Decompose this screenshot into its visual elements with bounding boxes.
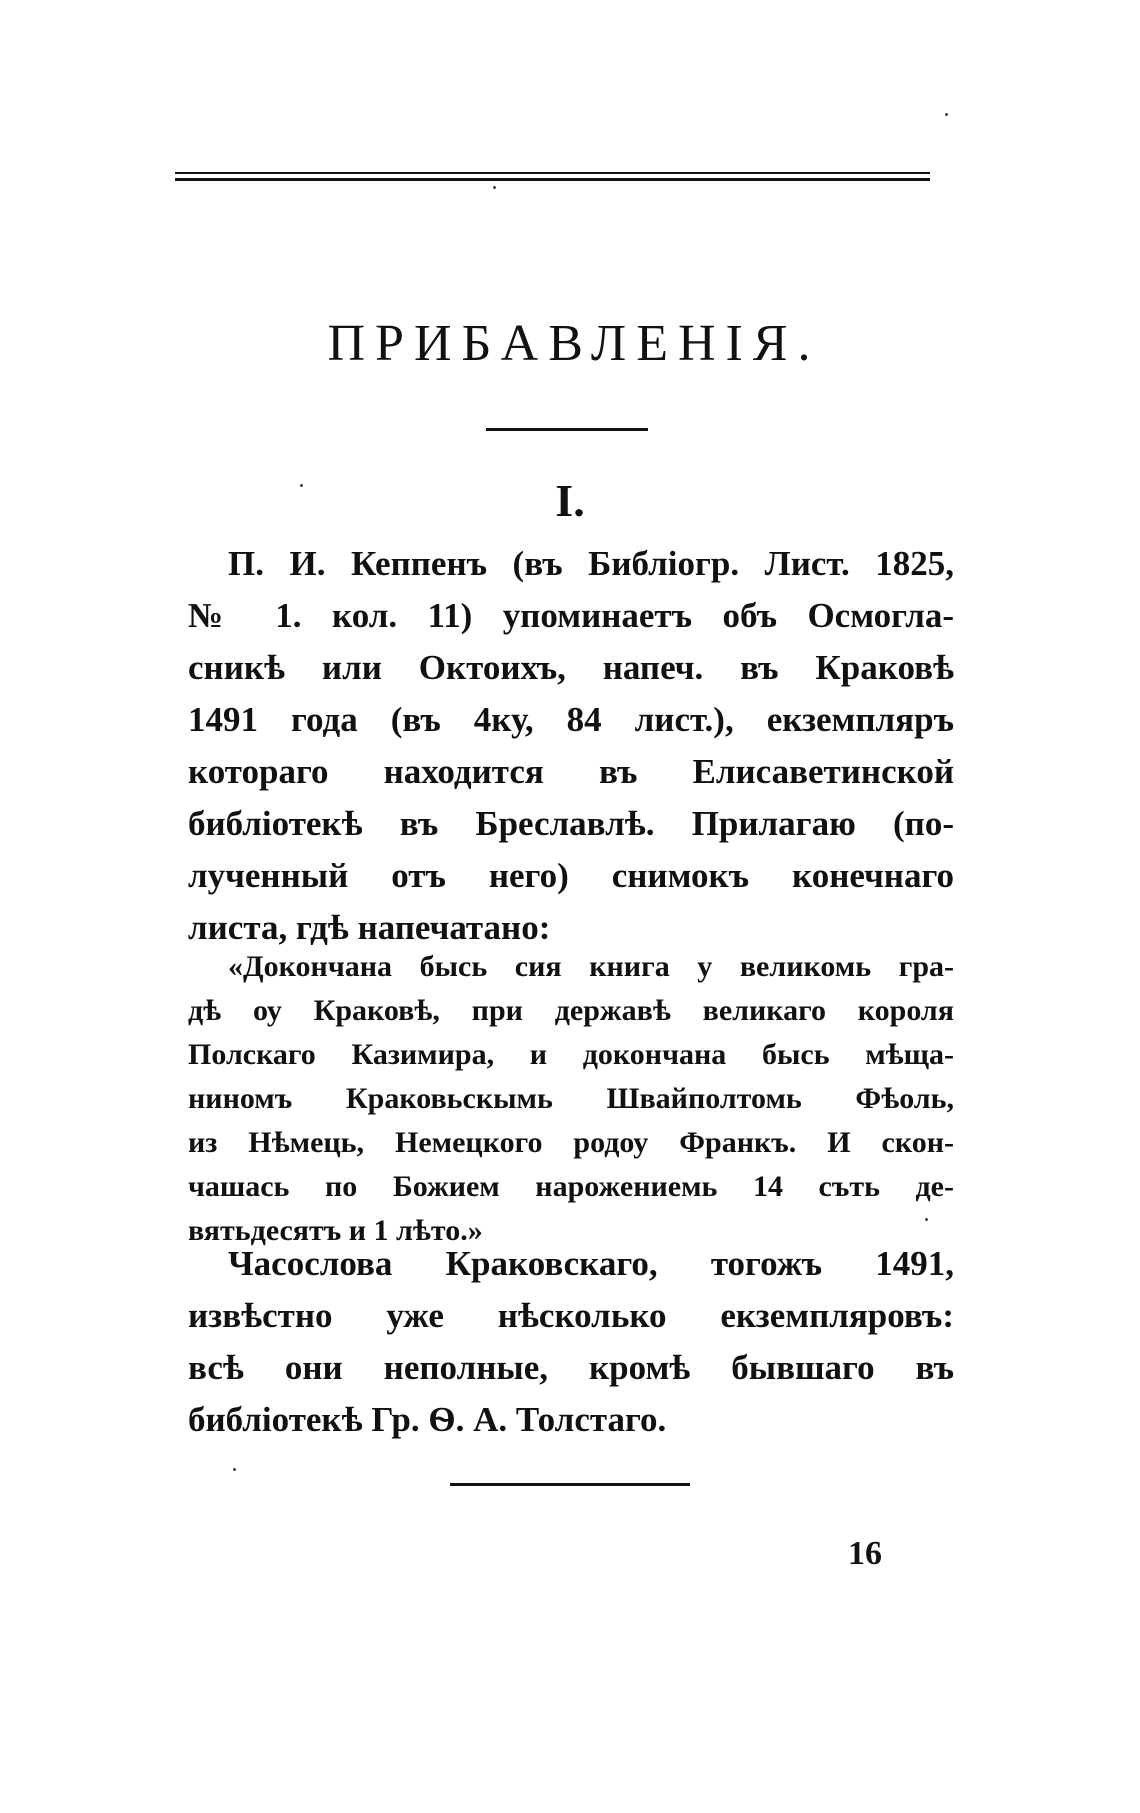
paragraph-2-line: библіотекѣ Гр. Ѳ. А. Толстаго.: [188, 1400, 667, 1439]
section-number: I.: [555, 475, 585, 526]
paper-speck: [300, 484, 303, 487]
quote-line: Полскаго Казимира, и докончана бысь мѣща-: [188, 1038, 954, 1071]
paragraph-2: [188, 1238, 954, 1446]
top-rule-thick-line: [175, 178, 930, 181]
quote-line: вятьдесятъ и 1 лѣто.»: [188, 1214, 483, 1247]
paragraph-1-line: котораго находится въ Елисаветинской: [188, 752, 954, 791]
paragraph-1-line: листа, гдѣ напечатано:: [188, 908, 551, 947]
paragraph-1-line: № 1. кол. 11) упоминаетъ объ Осмогла-: [188, 596, 954, 635]
paragraph-1-line: лученный отъ него) снимокъ конечнаго: [188, 856, 954, 895]
paragraph-1-line: 1491 года (въ 4ку, 84 лист.), екземпляръ: [188, 700, 954, 739]
heading-divider: [486, 428, 648, 431]
paragraph-1-line: сникѣ или Октоихъ, напеч. въ Краковѣ: [188, 648, 954, 687]
page-number: 16: [848, 1535, 882, 1572]
paragraph-1-line: П. И. Кеппенъ (въ Библіогр. Лист. 1825,: [228, 544, 954, 583]
paragraph-1-line: библіотекѣ въ Бреславлѣ. Прилагаю (по-: [188, 804, 954, 843]
paper-speck: [493, 186, 496, 189]
quote-line: дѣ оу Краковѣ, при державѣ великаго короля: [188, 994, 954, 1027]
section-heading: ПРИБАВЛЕНІЯ.: [327, 315, 821, 372]
quote-line: ниномъ Краковьскымь Швайполтомь Фѣоль,: [188, 1082, 954, 1115]
top-rule-thin-line: [175, 172, 930, 174]
paragraph-2-line: всѣ они неполные, кромѣ бывшаго въ: [188, 1348, 954, 1387]
quote-line: из Нѣмець, Немецкого родоу Франкъ. И скон-: [188, 1126, 954, 1159]
paper-speck: [233, 1468, 236, 1471]
quote-line: чашась по Божием нарожениемь 14 съть де-: [188, 1170, 954, 1203]
paper-speck: [945, 113, 948, 116]
top-double-rule: [175, 172, 930, 186]
quoted-colophon: [188, 945, 954, 1253]
paragraph-2-line: Часослова Краковскаго, тогожъ 1491,: [228, 1244, 954, 1283]
paper-speck: [925, 1218, 928, 1221]
quote-line: «Докончана бысь сия книга у великомь гра-: [228, 950, 954, 983]
paragraph-1: [188, 538, 954, 954]
paragraph-2-line: извѣстно уже нѣсколько екземпляровъ:: [188, 1296, 954, 1335]
closing-divider: [450, 1483, 690, 1486]
